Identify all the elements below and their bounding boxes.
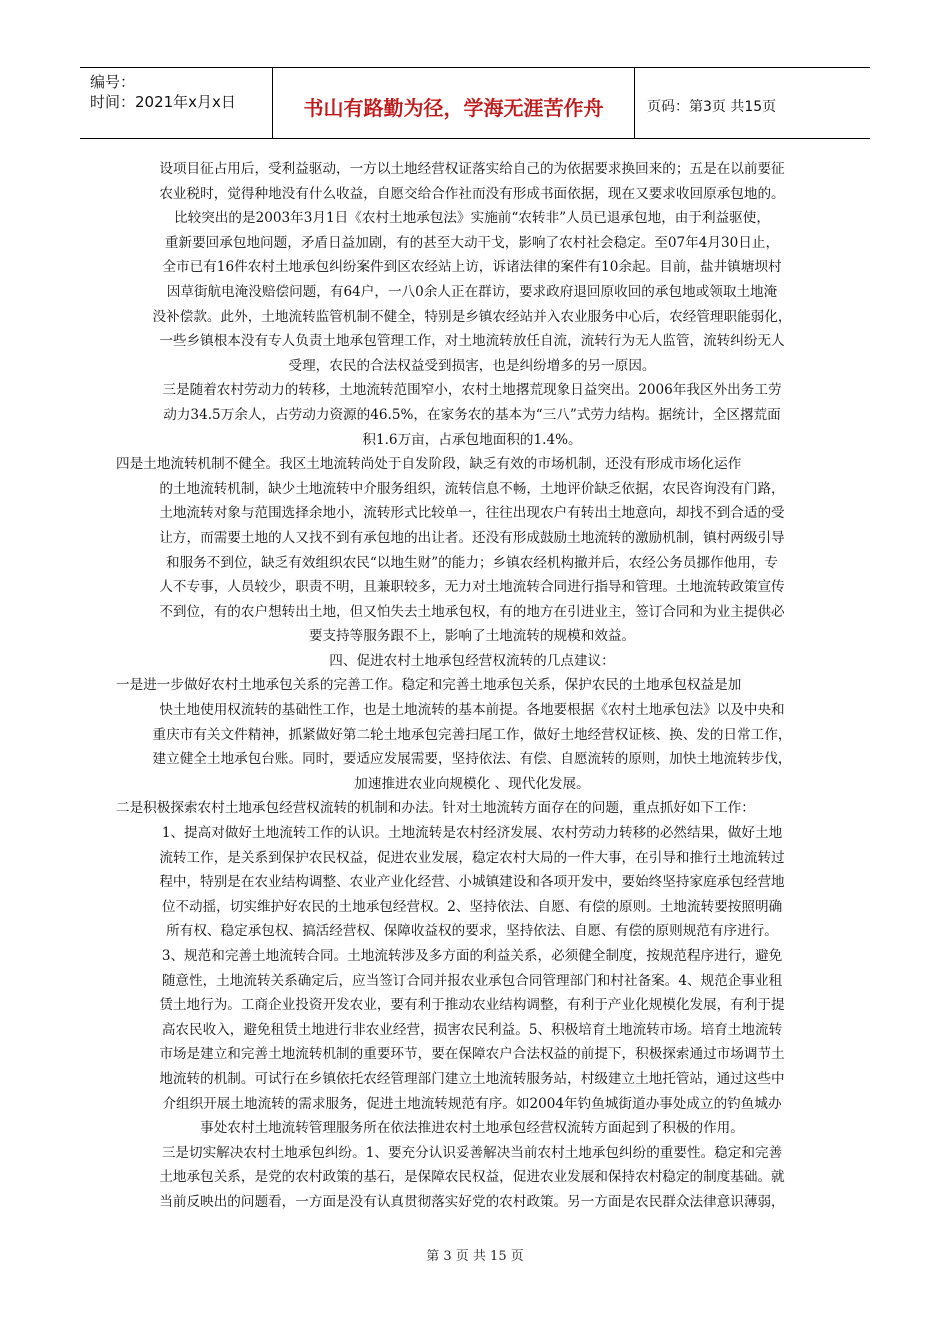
text-line: 建立健全土地承包台账。同时，要适应发展需要，坚持依法、有偿、自愿流转的原则，加快土地流转步伐， [152, 751, 792, 768]
text-line: 程中，特别是在农业结构调整、农业产业化经营、小城镇建设和各项开发中，要始终坚持家庭承包经营地 [159, 874, 785, 891]
header-meta-cell [80, 68, 273, 138]
text-line: 农业税时，觉得种地没有什么收益，自愿交给合作社而没有形成书面依据，现在又要求收回原承包地的。 [159, 185, 785, 202]
text-line: 积1.6万亩，占承包地面积的1.4%。 [362, 431, 582, 448]
text-line: 一是进一步做好农村土地承包关系的完善工作。稳定和完善土地承包关系，保护农民的土地承包权益是加 [116, 677, 742, 694]
text-line: 1、提高对做好土地流转工作的认识。土地流转是农村经济发展、农村劳动力转移的必然结果，做好土地 [161, 825, 783, 842]
text-line: 市场是建立和完善土地流转机制的重要环节，要在保障农户合法权益的前提下，积极探索通过市场调节土 [159, 1046, 785, 1063]
document-date-label: 时间：2021年x月x日 [90, 93, 236, 111]
text-line: 让方，而需要土地的人又找不到有承包地的出让者。还没有形成鼓励土地流转的激励机制，镇村两级引导 [159, 529, 785, 546]
text-line: 三是随着农村劳动力的转移，土地流转范围窄小，农村土地撂荒现象日益突出。2006年我区外出务工劳 [162, 382, 782, 399]
text-line: 的土地流转机制，缺少土地流转中介服务组织，流转信息不畅，土地评价缺乏依据，农民咨询没有门路， [159, 480, 785, 497]
text-line: 土地流转对象与范围选择余地小，流转形式比较单一，往往出现农户有转出土地意向，却找不到合适的受 [159, 505, 785, 522]
text-line: 土地承包关系，是党的农村政策的基石，是保障农民权益，促进农业发展和保持农村稳定的制度基础。就 [159, 1169, 785, 1186]
document-body [116, 157, 828, 1215]
text-line: 高农民收入，避免租赁土地进行非农业经营，损害农民利益。5、积极培育土地流转市场。培育土地流转 [161, 1021, 783, 1038]
text-line: 二是积极探索农村土地承包经营权流转的机制和办法。针对土地流转方面存在的问题，重点抓好如下工作： [116, 800, 755, 817]
text-line: 随意性，土地流转关系确定后，应当签订合同并报农业承包合同管理部门和村社备案。4、规范企事业租 [161, 972, 783, 989]
text-line: 所有权、稳定承包权、搞活经营权、保障收益权的要求，坚持依法、自愿、有偿的原则规范有序进行。 [166, 923, 778, 940]
text-line: 3、规范和完善土地流转合同。土地流转涉及多方面的利益关系，必须健全制度，按规范程序进行，避免 [161, 948, 783, 964]
text-line: 加速推进农业向规模化 、现代化发展。 [354, 775, 590, 792]
text-line: 介组织开展土地流转的需求服务，促进土地流转规范有序。如2004年钓鱼城街道办事处成立的钓鱼城办 [162, 1095, 782, 1112]
text-line: 四是土地流转机制不健全。我区土地流转尚处于自发阶段，缺乏有效的市场机制，还没有形成市场化运作 [116, 456, 742, 473]
document-number-label: 编号： [90, 73, 136, 91]
text-line: 和服务不到位，缺乏有效组织农民“以地生财”的能力；乡镇农经机构撤并后，农经公务员挪作他用，专 [165, 554, 779, 571]
text-line: 受理，农民的合法权益受到损害，也是纠纷增多的另一原因。 [288, 357, 656, 374]
text-line: 比较突出的是2003年3月1日《农村土地承包法》实施前“农转非”人员已退承包地，由于利益驱使， [174, 210, 770, 227]
text-line: 赁土地行为。工商企业投资开发农业，要有利于推动农业结构调整，有利于产业化规模化发展，有利于提 [159, 997, 785, 1014]
text-line: 四、促进农村土地承包经营权流转的几点建议： [329, 652, 615, 669]
text-line: 一些乡镇根本没有专人负责土地承包管理工作，对土地流转放任自流，流转行为无人监管，流转纠纷无人 [159, 333, 785, 350]
text-line: 没补偿款。此外，土地流转监管机制不健全，特别是乡镇农经站并入农业服务中心后，农经管理职能弱化， [152, 308, 792, 325]
header-page-info: 页码：第3页 共15页 [647, 99, 777, 115]
text-line: 不到位，有的农户想转出土地，但又怕失去土地承包权，有的地方在引进业主，签订合同和为业主提供必 [159, 603, 785, 620]
text-line: 动力34.5万余人，占劳动力资源的46.5%，在家务农的基本为“三八”式劳力结构。据统计，全区撂荒面 [163, 406, 781, 423]
text-line: 因草街航电淹没赔偿问题，有64户，一八0余人正在群访，要求政府退回原收回的承包地或领取土地淹 [166, 283, 778, 300]
text-line: 地流转的机制。可试行在乡镇依托农经管理部门建立土地流转服务站，村级建立土地托管站，通过这些中 [159, 1070, 785, 1087]
page-header [80, 67, 870, 139]
text-line: 设项目征占用后，受利益驱动，一方以土地经营权证落实给自己的为依据要求换回来的；五是在以前要征 [159, 161, 785, 177]
header-motto: 书山有路勤为径，学海无涯苦作舟 [273, 68, 635, 138]
text-line: 要支持等服务跟不上，影响了土地流转的规模和效益。 [308, 628, 636, 645]
text-line: 三是切实解决农村土地承包纠纷。1、要充分认识妥善解决当前农村土地承包纠纷的重要性。稳定和完善 [161, 1144, 783, 1161]
page-footer: 第 3 页 共 15 页 [426, 1249, 524, 1264]
text-line: 重庆市有关文件精神，抓紧做好第二轮土地承包完善扫尾工作，做好土地经营权证核、换、发的日常工作， [152, 726, 792, 743]
text-line: 位不动摇，切实维护好农民的土地承包经营权。2、坚持依法、自愿、有偿的原则。土地流转要按照明确 [161, 898, 783, 915]
text-line: 当前反映出的问题看，一方面是没有认真贯彻落实好党的农村政策。另一方面是农民群众法律意识薄弱， [159, 1193, 785, 1210]
text-line: 流转工作，是关系到保护农民权益，促进农业发展，稳定农村大局的一件大事，在引导和推行土地流转过 [159, 849, 785, 866]
text-line: 重新要回承包地问题，矛盾日益加剧，有的甚至大动干戈，影响了农村社会稳定。至07年4月30日止， [164, 234, 780, 251]
text-line: 事处农村土地流转管理服务所在依法推进农村土地承包经营权流转方面起到了积极的作用。 [200, 1120, 744, 1137]
text-line: 快土地使用权流转的基础性工作，也是土地流转的基本前提。各地要根据《农村土地承包法》以及中央和 [159, 702, 785, 719]
text-line: 人不专事，人员较少，职责不明，且兼职较多，无力对土地流转合同进行指导和管理。土地流转政策宣传 [159, 579, 785, 596]
text-line: 全市已有16件农村土地承包纠纷案件到区农经站上访，诉诸法律的案件有10余起。目前，盐井镇塘坝村 [162, 259, 782, 276]
